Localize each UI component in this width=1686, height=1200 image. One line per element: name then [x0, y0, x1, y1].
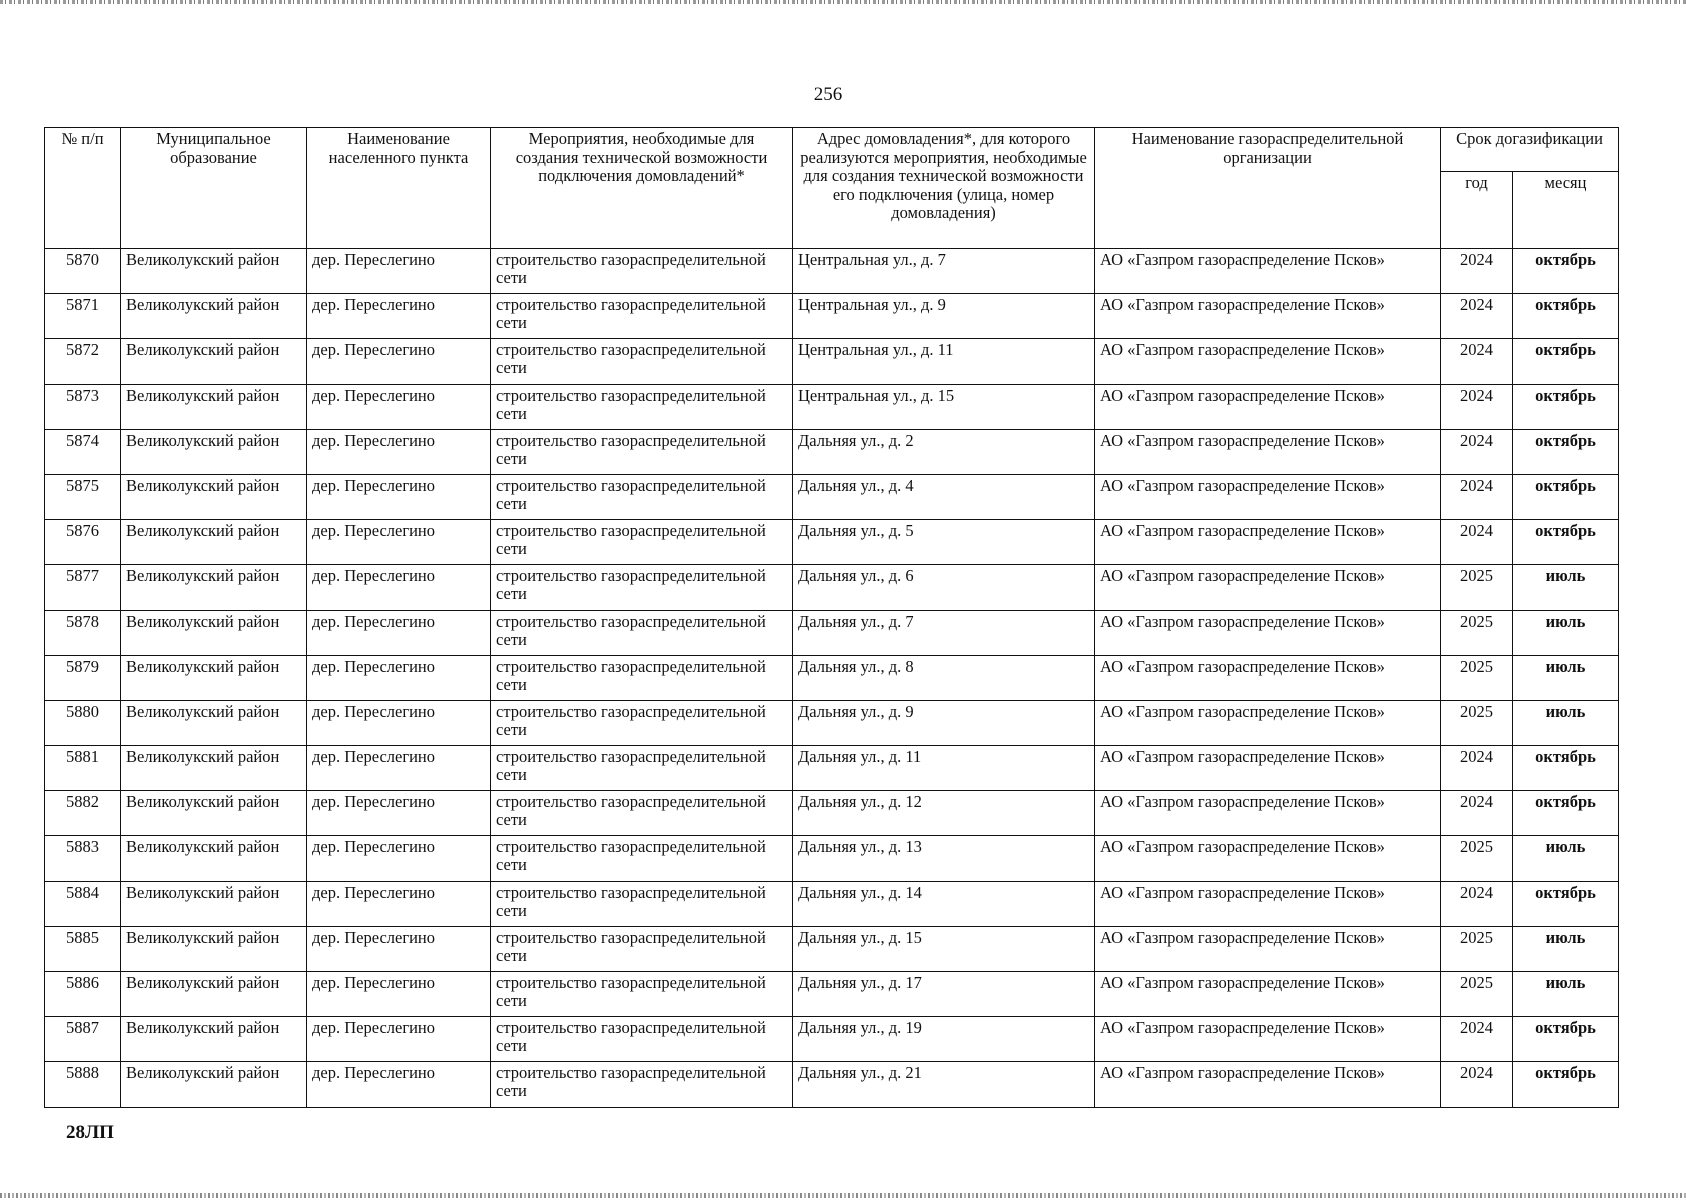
month-cell: июль — [1513, 972, 1619, 1017]
locality-cell: дер. Переслегино — [307, 249, 491, 294]
locality-cell: дер. Переслегино — [307, 836, 491, 881]
row-number: 5878 — [45, 610, 121, 655]
address-cell: Дальняя ул., д. 6 — [793, 565, 1095, 610]
row-number: 5881 — [45, 746, 121, 791]
municipality-cell: Великолукский район — [121, 249, 307, 294]
measures-cell: строительство газораспределительной сети — [491, 294, 793, 339]
locality-cell: дер. Переслегино — [307, 655, 491, 700]
table-row — [45, 655, 1619, 700]
table-body — [45, 249, 1619, 1108]
address-cell: Центральная ул., д. 11 — [793, 339, 1095, 384]
page-number: 256 — [813, 84, 843, 105]
address-cell: Дальняя ул., д. 12 — [793, 791, 1095, 836]
organization-cell: АО «Газпром газораспределение Псков» — [1095, 746, 1441, 791]
organization-cell: АО «Газпром газораспределение Псков» — [1095, 655, 1441, 700]
month-cell: октябрь — [1513, 1062, 1619, 1107]
address-cell: Центральная ул., д. 15 — [793, 384, 1095, 429]
organization-cell: АО «Газпром газораспределение Псков» — [1095, 926, 1441, 971]
measures-cell: строительство газораспределительной сети — [491, 610, 793, 655]
table-row — [45, 384, 1619, 429]
measures-cell: строительство газораспределительной сети — [491, 384, 793, 429]
measures-cell: строительство газораспределительной сети — [491, 791, 793, 836]
measures-cell: строительство газораспределительной сети — [491, 429, 793, 474]
locality-cell: дер. Переслегино — [307, 926, 491, 971]
header-month: месяц — [1513, 172, 1619, 249]
header-organization: Наименование газораспределительной организации — [1095, 128, 1441, 249]
month-cell: июль — [1513, 655, 1619, 700]
municipality-cell: Великолукский район — [121, 610, 307, 655]
year-cell: 2024 — [1441, 294, 1513, 339]
locality-cell: дер. Переслегино — [307, 339, 491, 384]
address-cell: Дальняя ул., д. 9 — [793, 700, 1095, 745]
row-number: 5888 — [45, 1062, 121, 1107]
organization-cell: АО «Газпром газораспределение Псков» — [1095, 610, 1441, 655]
address-cell: Центральная ул., д. 9 — [793, 294, 1095, 339]
row-number: 5880 — [45, 700, 121, 745]
year-cell: 2025 — [1441, 836, 1513, 881]
organization-cell: АО «Газпром газораспределение Псков» — [1095, 474, 1441, 519]
address-cell: Дальняя ул., д. 13 — [793, 836, 1095, 881]
year-cell: 2025 — [1441, 926, 1513, 971]
year-cell: 2024 — [1441, 791, 1513, 836]
organization-cell: АО «Газпром газораспределение Псков» — [1095, 791, 1441, 836]
table-row — [45, 836, 1619, 881]
organization-cell: АО «Газпром газораспределение Псков» — [1095, 836, 1441, 881]
month-cell: октябрь — [1513, 520, 1619, 565]
row-number: 5884 — [45, 881, 121, 926]
month-cell: октябрь — [1513, 474, 1619, 519]
year-cell: 2024 — [1441, 746, 1513, 791]
month-cell: июль — [1513, 836, 1619, 881]
address-cell: Дальняя ул., д. 19 — [793, 1017, 1095, 1062]
address-cell: Дальняя ул., д. 21 — [793, 1062, 1095, 1107]
municipality-cell: Великолукский район — [121, 746, 307, 791]
table-row — [45, 972, 1619, 1017]
year-cell: 2024 — [1441, 881, 1513, 926]
municipality-cell: Великолукский район — [121, 881, 307, 926]
month-cell: июль — [1513, 610, 1619, 655]
measures-cell: строительство газораспределительной сети — [491, 972, 793, 1017]
month-cell: июль — [1513, 926, 1619, 971]
municipality-cell: Великолукский район — [121, 520, 307, 565]
table-row — [45, 565, 1619, 610]
municipality-cell: Великолукский район — [121, 836, 307, 881]
year-cell: 2025 — [1441, 565, 1513, 610]
row-number: 5875 — [45, 474, 121, 519]
scan-edge-top — [0, 0, 1686, 4]
organization-cell: АО «Газпром газораспределение Псков» — [1095, 700, 1441, 745]
address-cell: Дальняя ул., д. 4 — [793, 474, 1095, 519]
organization-cell: АО «Газпром газораспределение Псков» — [1095, 1017, 1441, 1062]
table-row — [45, 610, 1619, 655]
locality-cell: дер. Переслегино — [307, 746, 491, 791]
header-locality: Наименование населенного пункта — [307, 128, 491, 249]
month-cell: октябрь — [1513, 746, 1619, 791]
organization-cell: АО «Газпром газораспределение Псков» — [1095, 294, 1441, 339]
row-number: 5877 — [45, 565, 121, 610]
footer-code: 28ЛП — [66, 1122, 114, 1143]
locality-cell: дер. Переслегино — [307, 972, 491, 1017]
table-row — [45, 926, 1619, 971]
table-row — [45, 791, 1619, 836]
municipality-cell: Великолукский район — [121, 339, 307, 384]
month-cell: июль — [1513, 700, 1619, 745]
year-cell: 2024 — [1441, 1017, 1513, 1062]
month-cell: октябрь — [1513, 881, 1619, 926]
row-number: 5873 — [45, 384, 121, 429]
locality-cell: дер. Переслегино — [307, 881, 491, 926]
measures-cell: строительство газораспределительной сети — [491, 655, 793, 700]
address-cell: Дальняя ул., д. 17 — [793, 972, 1095, 1017]
month-cell: октябрь — [1513, 429, 1619, 474]
table-row — [45, 1017, 1619, 1062]
row-number: 5870 — [45, 249, 121, 294]
locality-cell: дер. Переслегино — [307, 610, 491, 655]
organization-cell: АО «Газпром газораспределение Псков» — [1095, 565, 1441, 610]
table-row — [45, 700, 1619, 745]
year-cell: 2024 — [1441, 520, 1513, 565]
month-cell: октябрь — [1513, 1017, 1619, 1062]
measures-cell: строительство газораспределительной сети — [491, 700, 793, 745]
address-cell: Дальняя ул., д. 11 — [793, 746, 1095, 791]
measures-cell: строительство газораспределительной сети — [491, 746, 793, 791]
row-number: 5871 — [45, 294, 121, 339]
year-cell: 2025 — [1441, 610, 1513, 655]
municipality-cell: Великолукский район — [121, 474, 307, 519]
address-cell: Дальняя ул., д. 14 — [793, 881, 1095, 926]
municipality-cell: Великолукский район — [121, 1062, 307, 1107]
locality-cell: дер. Переслегино — [307, 1062, 491, 1107]
table-row — [45, 520, 1619, 565]
header-address: Адрес домовладения*, для которого реализуются мероприятия, необходимые для создания технической возможности его подключения (улица, номер домовладения) — [793, 128, 1095, 249]
row-number: 5882 — [45, 791, 121, 836]
table-row — [45, 474, 1619, 519]
locality-cell: дер. Переслегино — [307, 791, 491, 836]
year-cell: 2024 — [1441, 1062, 1513, 1107]
year-cell: 2024 — [1441, 474, 1513, 519]
municipality-cell: Великолукский район — [121, 565, 307, 610]
header-municipality: Муниципальное образование — [121, 128, 307, 249]
month-cell: октябрь — [1513, 249, 1619, 294]
month-cell: октябрь — [1513, 294, 1619, 339]
year-cell: 2025 — [1441, 972, 1513, 1017]
municipality-cell: Великолукский район — [121, 655, 307, 700]
year-cell: 2025 — [1441, 655, 1513, 700]
header-num: № п/п — [45, 128, 121, 249]
table-row — [45, 881, 1619, 926]
organization-cell: АО «Газпром газораспределение Псков» — [1095, 972, 1441, 1017]
table-row — [45, 339, 1619, 384]
locality-cell: дер. Переслегино — [307, 429, 491, 474]
address-cell: Дальняя ул., д. 5 — [793, 520, 1095, 565]
table-row — [45, 429, 1619, 474]
month-cell: октябрь — [1513, 791, 1619, 836]
municipality-cell: Великолукский район — [121, 972, 307, 1017]
scan-edge-bottom — [0, 1193, 1686, 1198]
row-number: 5886 — [45, 972, 121, 1017]
row-number: 5885 — [45, 926, 121, 971]
row-number: 5874 — [45, 429, 121, 474]
table-row — [45, 1062, 1619, 1107]
year-cell: 2025 — [1441, 700, 1513, 745]
table-header — [45, 128, 1619, 249]
address-cell: Центральная ул., д. 7 — [793, 249, 1095, 294]
organization-cell: АО «Газпром газораспределение Псков» — [1095, 520, 1441, 565]
measures-cell: строительство газораспределительной сети — [491, 339, 793, 384]
measures-cell: строительство газораспределительной сети — [491, 1062, 793, 1107]
table-row — [45, 746, 1619, 791]
measures-cell: строительство газораспределительной сети — [491, 565, 793, 610]
municipality-cell: Великолукский район — [121, 384, 307, 429]
address-cell: Дальняя ул., д. 2 — [793, 429, 1095, 474]
row-number: 5887 — [45, 1017, 121, 1062]
measures-cell: строительство газораспределительной сети — [491, 249, 793, 294]
organization-cell: АО «Газпром газораспределение Псков» — [1095, 1062, 1441, 1107]
measures-cell: строительство газораспределительной сети — [491, 836, 793, 881]
year-cell: 2024 — [1441, 429, 1513, 474]
municipality-cell: Великолукский район — [121, 294, 307, 339]
locality-cell: дер. Переслегино — [307, 474, 491, 519]
locality-cell: дер. Переслегино — [307, 520, 491, 565]
year-cell: 2024 — [1441, 249, 1513, 294]
municipality-cell: Великолукский район — [121, 429, 307, 474]
header-measures: Мероприятия, необходимые для создания технической возможности подключения домовладений* — [491, 128, 793, 249]
header-deadline: Срок догазификации — [1441, 128, 1619, 172]
locality-cell: дер. Переслегино — [307, 1017, 491, 1062]
locality-cell: дер. Переслегино — [307, 565, 491, 610]
month-cell: июль — [1513, 565, 1619, 610]
row-number: 5872 — [45, 339, 121, 384]
address-cell: Дальняя ул., д. 15 — [793, 926, 1095, 971]
measures-cell: строительство газораспределительной сети — [491, 926, 793, 971]
municipality-cell: Великолукский район — [121, 700, 307, 745]
measures-cell: строительство газораспределительной сети — [491, 1017, 793, 1062]
address-cell: Дальняя ул., д. 7 — [793, 610, 1095, 655]
organization-cell: АО «Газпром газораспределение Псков» — [1095, 881, 1441, 926]
year-cell: 2024 — [1441, 384, 1513, 429]
year-cell: 2024 — [1441, 339, 1513, 384]
gasification-table — [44, 127, 1619, 1108]
municipality-cell: Великолукский район — [121, 791, 307, 836]
measures-cell: строительство газораспределительной сети — [491, 881, 793, 926]
organization-cell: АО «Газпром газораспределение Псков» — [1095, 249, 1441, 294]
table-row — [45, 294, 1619, 339]
row-number: 5879 — [45, 655, 121, 700]
row-number: 5876 — [45, 520, 121, 565]
locality-cell: дер. Переслегино — [307, 294, 491, 339]
month-cell: октябрь — [1513, 384, 1619, 429]
table-row — [45, 249, 1619, 294]
organization-cell: АО «Газпром газораспределение Псков» — [1095, 339, 1441, 384]
address-cell: Дальняя ул., д. 8 — [793, 655, 1095, 700]
organization-cell: АО «Газпром газораспределение Псков» — [1095, 384, 1441, 429]
municipality-cell: Великолукский район — [121, 1017, 307, 1062]
header-year: год — [1441, 172, 1513, 249]
organization-cell: АО «Газпром газораспределение Псков» — [1095, 429, 1441, 474]
locality-cell: дер. Переслегино — [307, 700, 491, 745]
locality-cell: дер. Переслегино — [307, 384, 491, 429]
row-number: 5883 — [45, 836, 121, 881]
measures-cell: строительство газораспределительной сети — [491, 474, 793, 519]
month-cell: октябрь — [1513, 339, 1619, 384]
measures-cell: строительство газораспределительной сети — [491, 520, 793, 565]
municipality-cell: Великолукский район — [121, 926, 307, 971]
